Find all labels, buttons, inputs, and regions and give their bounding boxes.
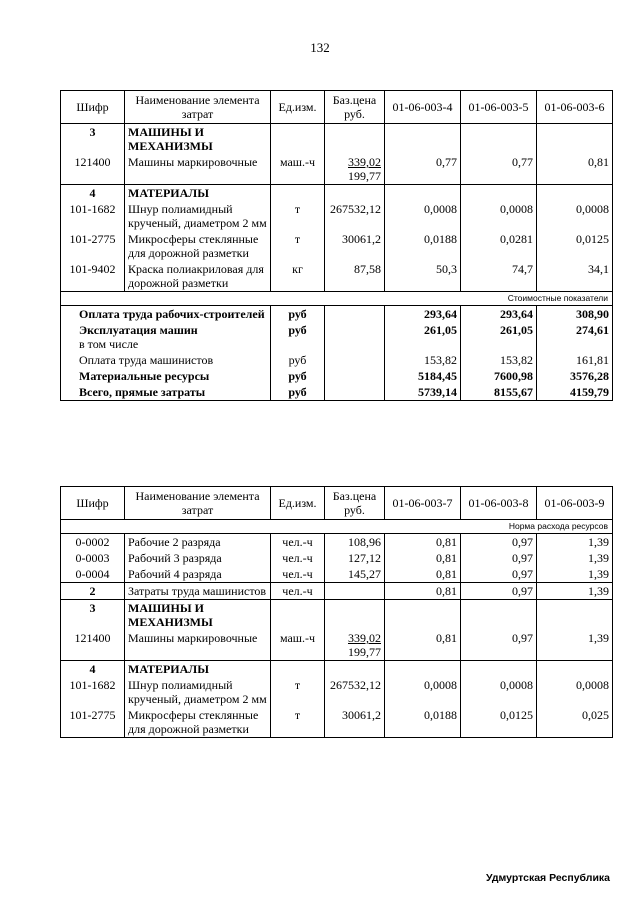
price-main: 339,02 <box>348 155 381 169</box>
cell-value: 50,3 <box>385 261 461 292</box>
cell-code: 0-0002 <box>61 534 125 551</box>
section-row <box>61 661 613 678</box>
header-price: Баз.цена руб. <box>325 91 385 124</box>
cell-code: 101-9402 <box>61 261 125 292</box>
header-name: Наименование элемента затрат <box>125 91 271 124</box>
cell-code: 101-2775 <box>61 231 125 261</box>
cell-value: 0,0008 <box>385 201 461 231</box>
price-wage: 199,77 <box>348 169 381 183</box>
table-row <box>61 550 613 566</box>
resource-norm-row <box>61 520 613 534</box>
section-number: 4 <box>61 185 125 202</box>
cell-value: 34,1 <box>537 261 613 292</box>
table-header <box>61 91 613 124</box>
section-number: 4 <box>61 661 125 678</box>
cell-name: Краска полиакриловая для дорожной разметки <box>125 261 271 292</box>
cell-name: Шнур полиамидный крученый, диаметром 2 мм <box>125 201 271 231</box>
table-row <box>61 368 613 384</box>
table-row <box>61 534 613 551</box>
cell-value: 0,0008 <box>461 201 537 231</box>
cell-price: 30061,2 <box>325 231 385 261</box>
table-row <box>61 677 613 707</box>
cell-value: 0,77 <box>461 154 537 185</box>
cell-value: 0,97 <box>461 534 537 551</box>
cell-value: 1,39 <box>537 550 613 566</box>
section-row <box>61 600 613 631</box>
cell-code: 0-0003 <box>61 550 125 566</box>
cell-value: 0,81 <box>385 534 461 551</box>
section-title: МАТЕРИАЛЫ <box>125 661 271 678</box>
cost-indicators-row <box>61 292 613 306</box>
cell-value: 8155,67 <box>461 384 537 401</box>
cell-name: Машины маркировочные <box>125 630 271 661</box>
cell-value: 1,39 <box>537 630 613 661</box>
cell-unit: чел.-ч <box>271 550 325 566</box>
cell-price: 108,96 <box>325 534 385 551</box>
cell-value: 4159,79 <box>537 384 613 401</box>
resource-table-1 <box>60 90 613 401</box>
table-row <box>61 583 613 600</box>
header-col3: 01-06-003-9 <box>537 487 613 520</box>
cell-unit: чел.-ч <box>271 566 325 583</box>
cell-value: 0,97 <box>461 630 537 661</box>
cell-unit: руб <box>271 322 325 352</box>
resource-table-2 <box>60 486 613 738</box>
cell-price: 87,58 <box>325 261 385 292</box>
cell-value: 261,05 <box>385 322 461 352</box>
cell-value: 0,0008 <box>385 677 461 707</box>
section-title: МАШИНЫ И МЕХАНИЗМЫ <box>125 124 271 155</box>
cell-unit: маш.-ч <box>271 154 325 185</box>
cell-price: 267532,12 <box>325 677 385 707</box>
cell-name: Шнур полиамидный крученый, диаметром 2 мм <box>125 677 271 707</box>
cell-name <box>61 322 271 352</box>
table-row <box>61 306 613 323</box>
cell-price: 30061,2 <box>325 707 385 738</box>
page-number: 132 <box>310 40 330 55</box>
cell-value: 0,97 <box>461 566 537 583</box>
cell-value: 274,61 <box>537 322 613 352</box>
section-number: 3 <box>61 600 125 631</box>
cell-value: 308,90 <box>537 306 613 323</box>
cell-price: 127,12 <box>325 550 385 566</box>
cell-name: Машины маркировочные <box>125 154 271 185</box>
cell-value: 153,82 <box>461 352 537 368</box>
cell-value: 0,0125 <box>537 231 613 261</box>
header-col2: 01-06-003-8 <box>461 487 537 520</box>
cell-value: 0,0188 <box>385 231 461 261</box>
cell-value: 0,0008 <box>461 677 537 707</box>
section-title: МАТЕРИАЛЫ <box>125 185 271 202</box>
cell-price: 145,27 <box>325 566 385 583</box>
cell-name: Оплата труда машинистов <box>61 352 271 368</box>
cell-value: 1,39 <box>537 566 613 583</box>
table-row <box>61 384 613 401</box>
cell-value: 0,97 <box>461 550 537 566</box>
section-row <box>61 124 613 155</box>
machines-label: Эксплуатация машин <box>79 323 198 337</box>
cell-unit: руб <box>271 352 325 368</box>
cell-name: Рабочие 2 разряда <box>125 534 271 551</box>
cell-unit: т <box>271 707 325 738</box>
table-row <box>61 322 613 352</box>
cell-name: Материальные ресурсы <box>61 368 271 384</box>
cell-value: 7600,98 <box>461 368 537 384</box>
cell-code: 101-1682 <box>61 677 125 707</box>
header-col1: 01-06-003-4 <box>385 91 461 124</box>
cell-value: 0,0125 <box>461 707 537 738</box>
cell-unit: чел.-ч <box>271 583 325 600</box>
cost-indicators-label: Стоимостные показатели <box>61 292 613 306</box>
cell-value: 5739,14 <box>385 384 461 401</box>
cell-name: Оплата труда рабочих-строителей <box>61 306 271 323</box>
cell-unit: чел.-ч <box>271 534 325 551</box>
cell-price <box>325 154 385 185</box>
cell-code: 0-0004 <box>61 566 125 583</box>
header-col2: 01-06-003-5 <box>461 91 537 124</box>
cell-name: Рабочий 4 разряда <box>125 566 271 583</box>
cell-unit: руб <box>271 384 325 401</box>
section-number: 3 <box>61 124 125 155</box>
cell-value: 0,0281 <box>461 231 537 261</box>
cell-value: 0,025 <box>537 707 613 738</box>
cell-code: 101-2775 <box>61 707 125 738</box>
cell-value: 0,81 <box>385 550 461 566</box>
table-row <box>61 566 613 583</box>
cell-value: 0,81 <box>385 630 461 661</box>
cell-unit: маш.-ч <box>271 630 325 661</box>
cell-name: Рабочий 3 разряда <box>125 550 271 566</box>
machines-sub: в том числе <box>79 337 139 351</box>
price-main: 339,02 <box>348 631 381 645</box>
header-code: Шифр <box>61 487 125 520</box>
header-price: Баз.цена руб. <box>325 487 385 520</box>
cell-value: 74,7 <box>461 261 537 292</box>
cell-value: 0,77 <box>385 154 461 185</box>
cell-unit: т <box>271 201 325 231</box>
price-wage: 199,77 <box>348 645 381 659</box>
cell-code: 101-1682 <box>61 201 125 231</box>
cell-value: 0,0008 <box>537 677 613 707</box>
cell-value: 0,0008 <box>537 201 613 231</box>
cell-unit: кг <box>271 261 325 292</box>
header-unit: Ед.изм. <box>271 487 325 520</box>
cell-price <box>325 630 385 661</box>
cell-value: 293,64 <box>385 306 461 323</box>
table-row <box>61 201 613 231</box>
cell-unit: руб <box>271 368 325 384</box>
cell-value: 0,81 <box>385 566 461 583</box>
cell-value: 261,05 <box>461 322 537 352</box>
cell-value: 1,39 <box>537 583 613 600</box>
header-code: Шифр <box>61 91 125 124</box>
cell-value: 0,0188 <box>385 707 461 738</box>
section-title: МАШИНЫ И МЕХАНИЗМЫ <box>125 600 271 631</box>
table-row <box>61 261 613 292</box>
footer-region: Удмуртская Республика <box>485 872 610 884</box>
section-row <box>61 185 613 202</box>
table-header <box>61 487 613 520</box>
cell-name: Затраты труда машинистов <box>125 583 271 600</box>
header-unit: Ед.изм. <box>271 91 325 124</box>
cell-unit: руб <box>271 306 325 323</box>
cell-value: 0,81 <box>537 154 613 185</box>
header-col1: 01-06-003-7 <box>385 487 461 520</box>
table-row <box>61 352 613 368</box>
header-name: Наименование элемента затрат <box>125 487 271 520</box>
cell-code: 121400 <box>61 154 125 185</box>
cell-value: 5184,45 <box>385 368 461 384</box>
header-col3: 01-06-003-6 <box>537 91 613 124</box>
cell-value: 0,81 <box>385 583 461 600</box>
cell-value: 293,64 <box>461 306 537 323</box>
resource-norm-label: Норма расхода ресурсов <box>61 520 613 534</box>
table-row <box>61 707 613 738</box>
cell-value: 153,82 <box>385 352 461 368</box>
table-row <box>61 154 613 185</box>
cell-code: 121400 <box>61 630 125 661</box>
cell-name: Микросферы стеклянные для дорожной разметки <box>125 707 271 738</box>
cell-unit: т <box>271 231 325 261</box>
cell-value: 1,39 <box>537 534 613 551</box>
section-number: 2 <box>61 583 125 600</box>
cell-value: 0,97 <box>461 583 537 600</box>
table-row <box>61 630 613 661</box>
cell-value: 3576,28 <box>537 368 613 384</box>
cell-price: 267532,12 <box>325 201 385 231</box>
table-row <box>61 231 613 261</box>
cell-value: 161,81 <box>537 352 613 368</box>
cell-name: Микросферы стеклянные для дорожной разметки <box>125 231 271 261</box>
cell-unit: т <box>271 677 325 707</box>
cell-name: Всего, прямые затраты <box>61 384 271 401</box>
